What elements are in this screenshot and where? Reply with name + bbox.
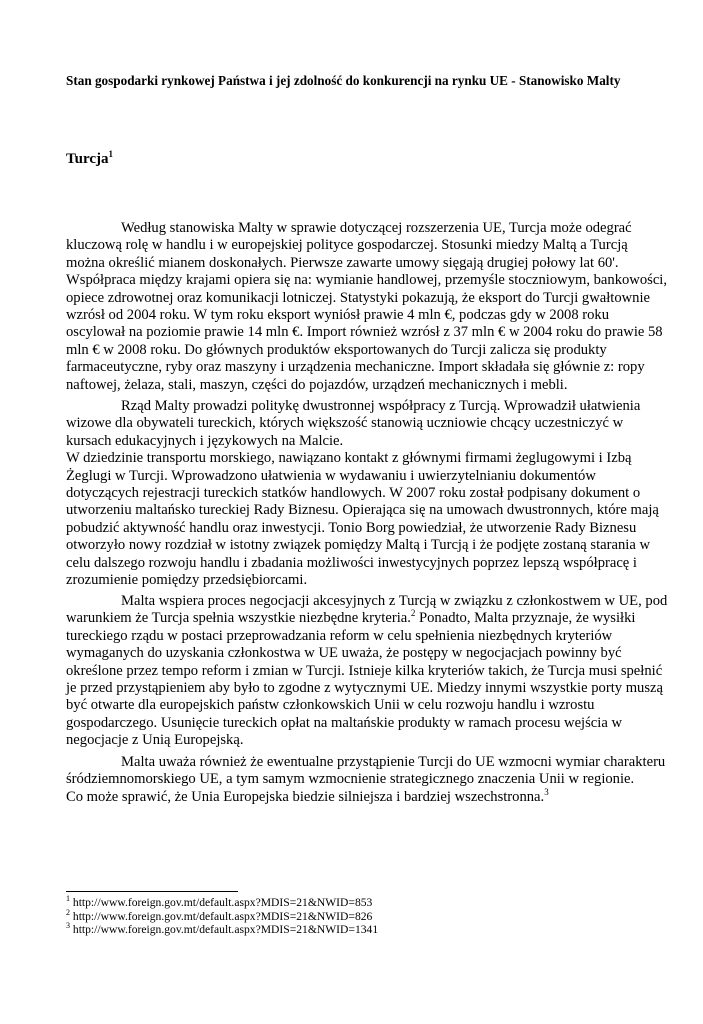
paragraph-line-text: warunkiem że Turcja spełnia wszystkie niezbędne kryteria. [66, 610, 411, 627]
paragraph-line: opiece zdrowotnej oraz komunikacji lotniczej. Statystyki pokazują, że eksport do Turcji gwałtownie [66, 289, 651, 306]
paragraph-line: celu dalszego rozwoju handlu i zbadania możliwości inwestycyjnych poprzez lepszą współpracę i [66, 554, 637, 571]
paragraph-line: być otwarte dla europejskich państw członkowskich Unii w celu rozwoju handlu i wzrostu [66, 697, 595, 714]
paragraph-line: wzrósł od 2004 roku. W tym roku eksport wyniósł prawie 4 mln €, podczas gdy w 2008 roku [66, 307, 610, 324]
footnote-number: 2 [66, 907, 70, 917]
paragraph-line: naftowej, żelaza, stali, maszyn, części do pojazdów, urządzeń mechanicznych i mebli. [66, 376, 568, 393]
paragraph-line: można określić mianem doskonałych. Pierwsze zawarte umowy sięgają drugiej połowy lat 60'. [66, 254, 619, 271]
paragraph-line: gospodarczego. Usunięcie tureckich opłat na maltańskie produkty w ramach procesu wejścia w [66, 714, 622, 731]
paragraph-line: farmaceutyczne, ryby oraz maszyny i urządzenia mechaniczne. Import składała się głównie z: ropy [66, 359, 645, 376]
footnote-number: 3 [66, 921, 70, 931]
paragraph-line: oscylował na poziomie prawie 14 mln €. Import również wzrósł z 37 mln € w 2004 roku do prawie 58 [66, 324, 663, 341]
footnote-2 [66, 907, 378, 924]
paragraph-line: Malta wspiera proces negocjacji akcesyjnych z Turcją w związku z członkostwem w UE, pod [121, 593, 668, 609]
paragraph-line: Według stanowiska Malty w sprawie dotyczącej rozszerzenia UE, Turcja może odegrać [121, 220, 632, 236]
footnote-1 [66, 896, 378, 910]
footnote-separator [66, 891, 238, 892]
footnote-link[interactable]: http://www.foreign.gov.mt/default.aspx?MDIS=21&NWID=826 [70, 909, 373, 923]
paragraph-line: pobudzić aktywność handlu oraz inwestycji. Tonio Borg powiedział, że utworzenie Rady Biznesu [66, 519, 637, 536]
paragraph-line: kluczową rolę w handlu i w europejskiej polityce gospodarczej. Stosunki miedzy Maltą a Turcją [66, 237, 628, 254]
paragraph-line [66, 610, 666, 627]
paragraph-4 [66, 754, 666, 806]
section-heading-text: Turcja [66, 151, 109, 167]
footnote-ref: 3 [544, 786, 549, 797]
paragraph-line: wymaganych do uzyskania członkostwa w UE uważa, że postępy w negocjacjach powinny być [66, 645, 622, 662]
paragraph-line: określone przez tempo reform i zmian w Turcji. Istnieje kilka kryteriów takich, że Turcja musi spełnić [66, 662, 663, 679]
paragraph-line: Malta uważa również że ewentualne przystąpienie Turcji do UE wzmocni wymiar charakteru [121, 754, 666, 770]
paragraph-line: negocjacje z Unią Europejską. [66, 732, 244, 749]
paragraph-line: otworzyło nowy rozdział w istotny związek pomiędzy Maltą i Turcją i że podjęte zostaną starania w [66, 537, 650, 554]
footnote-link[interactable]: http://www.foreign.gov.mt/default.aspx?MDIS=21&NWID=853 [70, 896, 373, 909]
paragraph-line: Współpraca między krajami opiera się na: wymianie handlowej, przemyśle stoczniowym, bankowości, [66, 272, 667, 289]
paragraph-line: W dziedzinie transportu morskiego, nawiązano kontakt z głównymi firmami żeglugowymi i Izbą [66, 450, 632, 467]
footnote-link[interactable]: http://www.foreign.gov.mt/default.aspx?MDIS=21&NWID=1341 [70, 923, 379, 937]
footnote-ref: 2 [410, 608, 416, 619]
paragraph-line: śródziemnomorskiego UE, a tym samym wzmocnienie strategicznego znaczenia Unii w regionie. [66, 771, 635, 788]
paragraph-line: utworzeniu maltańsko tureckiej Rady Biznesu. Opierająca się na umowach dwustronnych, które mają [66, 502, 659, 519]
paragraph-line: kursach edukacyjnych i językowych na Malcie. [66, 432, 344, 449]
footnote-3 [66, 923, 378, 937]
document-title: Stan gospodarki rynkowej Państwa i jej zdolność do konkurencji na rynku UE - Stanowisko Malty [66, 73, 621, 88]
section-heading [66, 150, 113, 168]
paragraph-line: zrozumienie pomiędzy przedsiębiorcami. [66, 572, 308, 589]
paragraph-line-text: Co może sprawić, że Unia Europejska biedzie silniejsza i bardziej wszechstronna. [66, 788, 545, 805]
paragraph-2 [66, 398, 666, 589]
paragraph-3 [66, 593, 666, 750]
paragraph-line-tail: Ponadto, Malta przyznaje, że wysiłki [415, 610, 636, 627]
footnote-ref: 1 [108, 149, 114, 159]
paragraph-line: tureckiego rządu w postaci przeprowadzania reform w celu spełnienia niezbędnych kryteriów [66, 627, 613, 644]
paragraph-1 [66, 220, 666, 394]
paragraph-line [66, 786, 666, 806]
paragraph-line: mln € w 2008 roku. Do głównych produktów eksportowanych do Turcji zalicza się produkty [66, 341, 607, 358]
footnotes [66, 896, 378, 937]
paragraph-line: je przed przystąpieniem aby było to zgodne z wytycznymi UE. Miedzy innymi wszystkie porty muszą [66, 680, 663, 697]
paragraph-line: wizowe dla obywateli tureckich, których większość stanowią uczniowie chcący uczestniczyć w [66, 415, 624, 432]
footnote-number: 1 [66, 894, 70, 904]
paragraph-line: Rząd Malty prowadzi politykę dwustronnej współpracy z Turcją. Wprowadził ułatwienia [121, 398, 641, 414]
paragraph-line: Żeglugi w Turcji. Wprowadzono ułatwienia w wydawaniu i uwierzytelnianiu dokumentów [66, 467, 596, 484]
paragraph-line: dotyczących rejestracji tureckich statków handlowych. W 2007 roku został podpisany dokument o [66, 485, 641, 502]
